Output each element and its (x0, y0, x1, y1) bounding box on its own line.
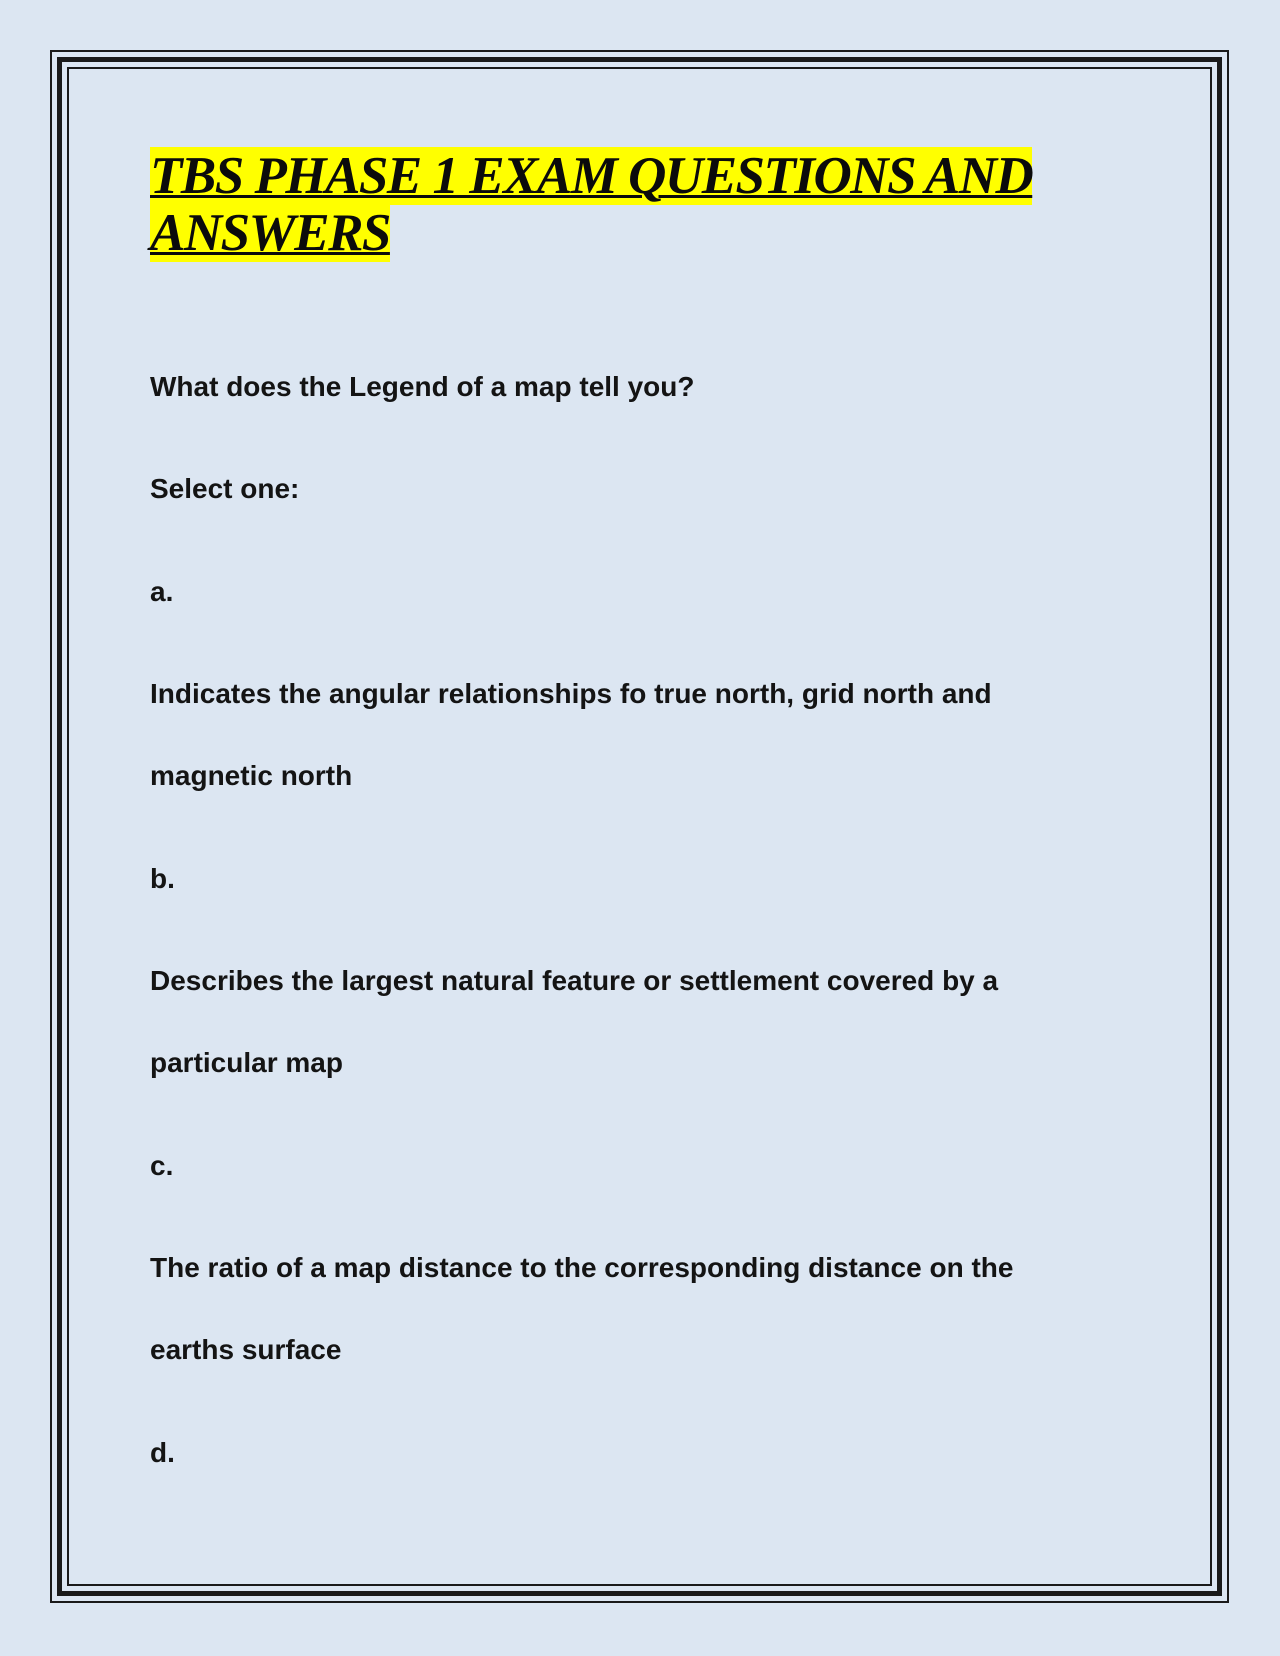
option-a-letter: a. (150, 576, 174, 607)
document-title (150, 148, 1110, 262)
question-text: What does the Legend of a map tell you? (150, 371, 695, 402)
document-body (150, 147, 1110, 1468)
option-b-text-line1: Describes the largest natural feature or settlement covered by a (150, 965, 999, 996)
option-c-letter: c. (150, 1150, 174, 1181)
option-a-text-line2: magnetic north (150, 760, 353, 791)
option-c-text-line2: earths surface (150, 1334, 342, 1365)
select-instruction: Select one: (150, 473, 300, 504)
option-d-letter: d. (150, 1437, 175, 1468)
document-title-text: TBS PHASE 1 EXAM QUESTIONS AND ANSWERS (150, 147, 1033, 262)
option-b-text-line2: particular map (150, 1047, 343, 1078)
option-a-text-line1: Indicates the angular relationships fo true north, grid north and (150, 678, 992, 709)
option-b-letter: b. (150, 863, 175, 894)
option-c-text-line1: The ratio of a map distance to the corresponding distance on the (150, 1252, 1014, 1283)
